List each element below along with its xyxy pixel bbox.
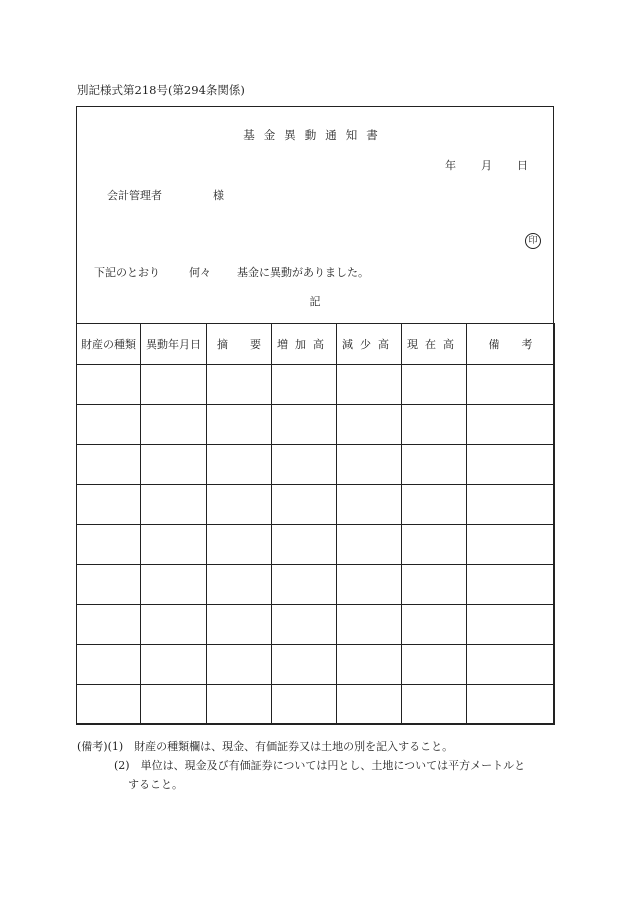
- table-cell[interactable]: [337, 485, 402, 525]
- table-cell[interactable]: [402, 485, 467, 525]
- column-header-remarks: 備 考: [467, 324, 555, 365]
- column-header-current: 現在高: [402, 324, 467, 365]
- note-1-text: 財産の種類欄は、現金、有価証券又は土地の別を記入すること。: [134, 740, 454, 753]
- table-cell[interactable]: [207, 525, 272, 565]
- table-cell[interactable]: [141, 485, 207, 525]
- table-cell[interactable]: [337, 445, 402, 485]
- table-cell[interactable]: [402, 565, 467, 605]
- notes-label: (備考): [77, 740, 108, 753]
- ki-label: 記: [309, 295, 321, 308]
- table-cell[interactable]: [207, 365, 272, 405]
- table-cell[interactable]: [337, 685, 402, 725]
- notification-form: [76, 106, 554, 724]
- table-cell[interactable]: [77, 445, 141, 485]
- table-cell[interactable]: [467, 645, 555, 685]
- table-cell[interactable]: [77, 485, 141, 525]
- table-cell[interactable]: [337, 525, 402, 565]
- date-day-label: 日: [517, 159, 528, 172]
- honorific-label: 様: [213, 189, 224, 202]
- table-cell[interactable]: [77, 405, 141, 445]
- table-cell[interactable]: [467, 605, 555, 645]
- table-row: [77, 605, 555, 645]
- table-cell[interactable]: [141, 525, 207, 565]
- note-1-number: (1): [107, 740, 124, 753]
- table-cell[interactable]: [141, 645, 207, 685]
- table-cell[interactable]: [467, 685, 555, 725]
- table-cell[interactable]: [77, 685, 141, 725]
- body-text-prefix: 下記のとおり: [94, 266, 160, 279]
- ledger-body: [77, 365, 555, 725]
- table-cell[interactable]: [467, 365, 555, 405]
- table-cell[interactable]: [141, 685, 207, 725]
- seal-icon: 印: [525, 233, 541, 249]
- note-2-continuation: すること。: [128, 778, 183, 791]
- table-cell[interactable]: [337, 365, 402, 405]
- column-header-change-date: 異動年月日: [141, 324, 207, 365]
- table-cell[interactable]: [207, 485, 272, 525]
- table-cell[interactable]: [337, 605, 402, 645]
- table-cell[interactable]: [402, 525, 467, 565]
- table-row: [77, 565, 555, 605]
- table-cell[interactable]: [272, 525, 337, 565]
- table-cell[interactable]: [467, 565, 555, 605]
- addressee-label: 会計管理者: [107, 189, 162, 202]
- table-cell[interactable]: [272, 565, 337, 605]
- table-cell[interactable]: [141, 405, 207, 445]
- document-title: 基金異動通知書: [243, 128, 387, 142]
- column-header-asset-type: 財産の種類: [77, 324, 141, 365]
- table-cell[interactable]: [207, 445, 272, 485]
- column-header-increase: 増加高: [272, 324, 337, 365]
- table-cell[interactable]: [207, 685, 272, 725]
- table-row: [77, 485, 555, 525]
- table-cell[interactable]: [402, 365, 467, 405]
- table-cell[interactable]: [207, 405, 272, 445]
- table-cell[interactable]: [402, 405, 467, 445]
- table-cell[interactable]: [77, 565, 141, 605]
- ledger-table: [76, 323, 555, 725]
- notes-section: [77, 737, 525, 794]
- table-header-row: [77, 324, 555, 365]
- table-cell[interactable]: [402, 645, 467, 685]
- table-cell[interactable]: [141, 605, 207, 645]
- table-cell[interactable]: [272, 685, 337, 725]
- table-cell[interactable]: [207, 605, 272, 645]
- body-text-suffix: 基金に異動がありました。: [237, 266, 369, 279]
- table-cell[interactable]: [141, 445, 207, 485]
- table-row: [77, 365, 555, 405]
- table-cell[interactable]: [272, 365, 337, 405]
- table-cell[interactable]: [272, 645, 337, 685]
- table-cell[interactable]: [337, 565, 402, 605]
- note-2-number: (2): [114, 759, 130, 772]
- table-cell[interactable]: [207, 645, 272, 685]
- table-cell[interactable]: [141, 565, 207, 605]
- table-row: [77, 525, 555, 565]
- body-fund-name: 何々: [189, 266, 211, 279]
- table-cell[interactable]: [207, 565, 272, 605]
- table-cell[interactable]: [402, 685, 467, 725]
- date-month-label: 月: [481, 159, 492, 172]
- table-row: [77, 445, 555, 485]
- form-number-caption: 別記様式第218号(第294条関係): [77, 83, 245, 97]
- note-1: [77, 737, 525, 756]
- table-row: [77, 405, 555, 445]
- table-cell[interactable]: [467, 485, 555, 525]
- table-cell[interactable]: [77, 645, 141, 685]
- table-row: [77, 685, 555, 725]
- table-cell[interactable]: [77, 525, 141, 565]
- table-cell[interactable]: [272, 605, 337, 645]
- table-cell[interactable]: [337, 405, 402, 445]
- table-cell[interactable]: [272, 445, 337, 485]
- table-cell[interactable]: [467, 525, 555, 565]
- table-cell[interactable]: [467, 445, 555, 485]
- table-cell[interactable]: [77, 605, 141, 645]
- table-cell[interactable]: [77, 365, 141, 405]
- table-cell[interactable]: [272, 485, 337, 525]
- column-header-decrease: 減少高: [337, 324, 402, 365]
- note-2: [77, 756, 525, 775]
- table-cell[interactable]: [141, 365, 207, 405]
- date-year-label: 年: [445, 159, 456, 172]
- table-cell[interactable]: [272, 405, 337, 445]
- table-row: [77, 645, 555, 685]
- column-header-summary: 摘 要: [207, 324, 272, 365]
- table-cell[interactable]: [337, 645, 402, 685]
- table-cell[interactable]: [402, 445, 467, 485]
- table-cell[interactable]: [402, 605, 467, 645]
- note-2-text: 単位は、現金及び有価証券については円とし、土地については平方メートルと: [140, 759, 526, 772]
- table-cell[interactable]: [467, 405, 555, 445]
